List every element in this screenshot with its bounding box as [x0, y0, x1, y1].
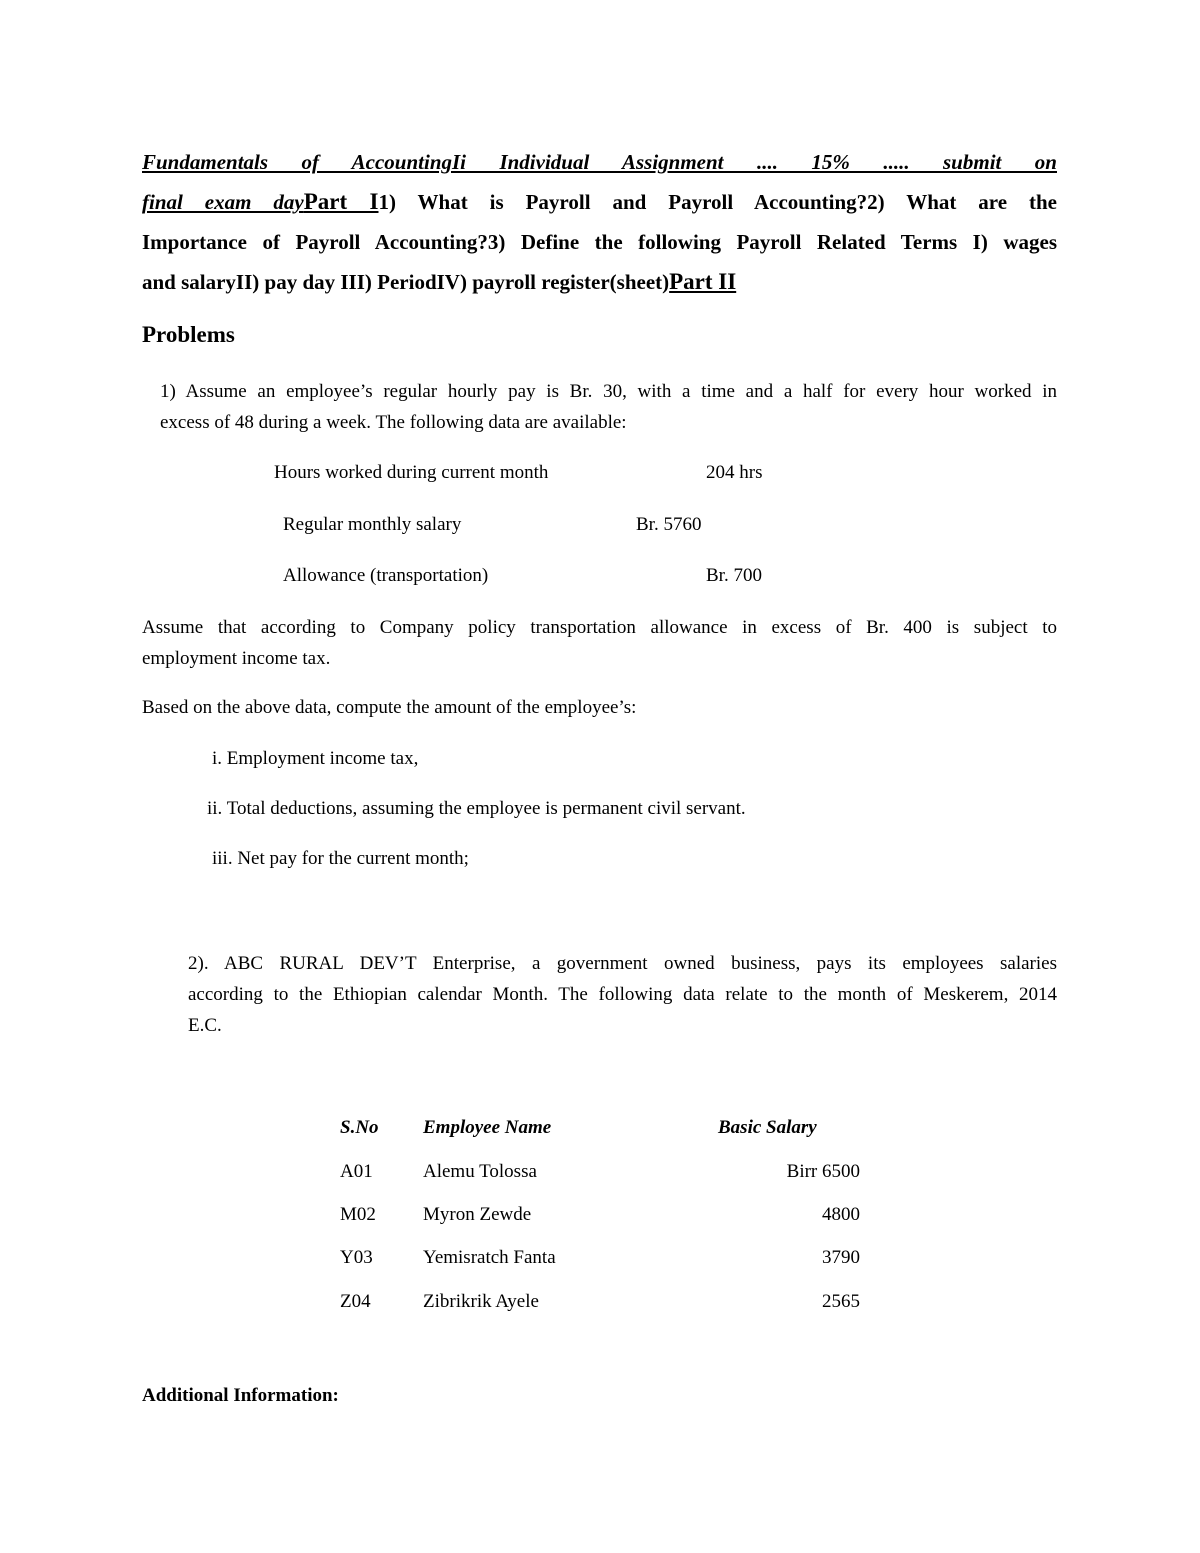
heading-submit-text: final exam day — [142, 190, 304, 214]
row-3-name: Yemisratch Fanta — [423, 1247, 556, 1268]
row-1-name: Alemu Tolossa — [423, 1161, 537, 1182]
problems-title: Problems — [142, 322, 235, 347]
heading-questions-3: and salaryII) pay day III) PeriodIV) payroll register(sheet) — [142, 270, 670, 294]
part-two-label: Part II — [669, 269, 737, 294]
problem-2-line-3: E.C. — [188, 1015, 222, 1036]
row-2-name: Myron Zewde — [423, 1204, 532, 1225]
header-basic-salary: Basic Salary — [718, 1117, 817, 1138]
heading-line-2 — [142, 182, 1057, 222]
data-label-allowance: Allowance (transportation) — [283, 565, 489, 586]
row-2-salary: 4800 — [822, 1204, 860, 1225]
row-4-sno: Z04 — [340, 1291, 371, 1312]
data-label-salary: Regular monthly salary — [283, 514, 462, 535]
row-4-name: Zibrikrik Ayele — [423, 1291, 539, 1312]
heading-line-1 — [142, 142, 1057, 182]
row-1-sno: A01 — [340, 1161, 373, 1182]
problem-1-line-2: excess of 48 during a week. The following data are available: — [160, 412, 627, 433]
problem-1-intro — [160, 376, 1057, 438]
header-sno: S.No — [340, 1117, 379, 1138]
heading-questions-1: 1) What is Payroll and Payroll Accounting?2) What are the — [378, 190, 1057, 214]
data-value-hours: 204 hrs — [706, 462, 763, 483]
item-iii: iii. Net pay for the current month; — [212, 848, 469, 869]
row-1-salary: Birr 6500 — [786, 1161, 860, 1182]
heading-line-4 — [142, 262, 1057, 302]
assume-line-1: Assume that according to Company policy transportation allowance in excess of Br. 400 is subject to — [142, 617, 1057, 638]
item-ii: ii. Total deductions, assuming the employee is permanent civil servant. — [207, 798, 746, 819]
part-one-label: Part I — [303, 189, 379, 214]
row-3-salary: 3790 — [822, 1247, 860, 1268]
row-4-salary: 2565 — [822, 1291, 860, 1312]
additional-information-heading: Additional Information: — [142, 1385, 339, 1406]
data-label-hours: Hours worked during current month — [274, 462, 549, 483]
problem-1-line-1: 1) Assume an employee’s regular hourly pay is Br. 30, with a time and a half for every hour worked in — [160, 381, 1057, 402]
header-employee-name: Employee Name — [423, 1117, 552, 1138]
assignment-heading — [142, 142, 1057, 302]
row-3-sno: Y03 — [340, 1247, 373, 1268]
problem-2-line-2: according to the Ethiopian calendar Month. The following data relate to the month of Meskerem, 2014 — [188, 984, 1057, 1005]
heading-title-italic: Fundamentals of AccountingIi Individual Assignment .... 15% ..... submit on — [142, 150, 1057, 174]
problem-2-paragraph — [188, 948, 1057, 1041]
assume-line-2: employment income tax. — [142, 648, 331, 669]
based-on-text: Based on the above data, compute the amount of the employee’s: — [142, 697, 637, 718]
assume-paragraph — [142, 612, 1057, 674]
data-value-salary: Br. 5760 — [636, 514, 702, 535]
row-2-sno: M02 — [340, 1204, 376, 1225]
problem-2-line-1: 2). ABC RURAL DEV’T Enterprise, a government owned business, pays its employees salaries — [188, 953, 1057, 974]
heading-line-3: Importance of Payroll Accounting?3) Define the following Payroll Related Terms I) wages — [142, 230, 1057, 254]
data-value-allowance: Br. 700 — [706, 565, 762, 586]
item-i: i. Employment income tax, — [212, 748, 419, 769]
